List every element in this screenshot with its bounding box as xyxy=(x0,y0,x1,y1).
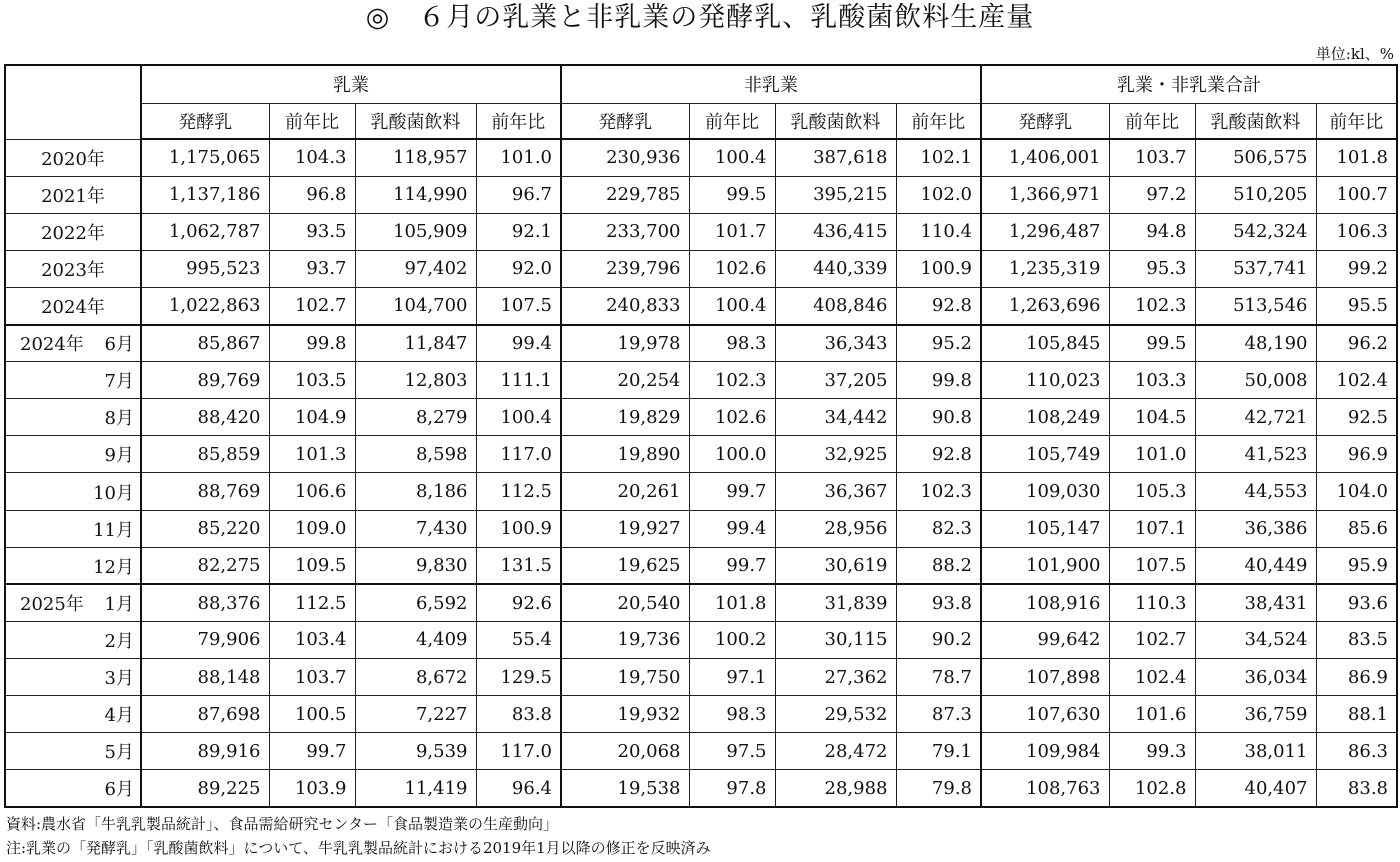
table-cell: 105,909 xyxy=(355,213,476,250)
table-cell: 85,859 xyxy=(141,436,269,473)
table-cell: 38,431 xyxy=(1195,584,1316,621)
table-cell: 86.3 xyxy=(1316,733,1397,770)
table-cell: 95.2 xyxy=(896,325,981,362)
table-cell: 436,415 xyxy=(775,213,896,250)
table-cell: 105.3 xyxy=(1109,473,1195,510)
table-row xyxy=(5,733,1397,770)
table-row xyxy=(5,399,1397,436)
col-header: 乳酸菌飲料 xyxy=(1195,103,1316,139)
table-cell: 102.4 xyxy=(1109,659,1195,696)
table-cell: 387,618 xyxy=(775,139,896,176)
table-cell: 99.5 xyxy=(1109,325,1195,362)
table-cell: 105,147 xyxy=(981,510,1109,547)
table-cell: 131.5 xyxy=(476,547,561,584)
table-cell: 109.0 xyxy=(269,510,355,547)
row-month: 7月 xyxy=(104,371,134,393)
table-cell: 102.3 xyxy=(1109,287,1195,324)
table-cell: 88,769 xyxy=(141,473,269,510)
row-label xyxy=(5,436,141,473)
table-cell: 1,137,186 xyxy=(141,176,269,213)
table-cell: 92.6 xyxy=(476,584,561,621)
table-cell: 1,366,971 xyxy=(981,176,1109,213)
table-row xyxy=(5,436,1397,473)
table-row xyxy=(5,547,1397,584)
table-row xyxy=(5,510,1397,547)
table-cell: 102.8 xyxy=(1109,770,1195,807)
table-cell: 103.9 xyxy=(269,770,355,807)
table-cell: 99.4 xyxy=(689,510,775,547)
group-header-total: 乳業・非乳業合計 xyxy=(981,65,1397,103)
table-cell: 102.3 xyxy=(896,473,981,510)
table-cell: 107,630 xyxy=(981,696,1109,733)
row-label xyxy=(5,362,141,399)
table-cell: 92.8 xyxy=(896,436,981,473)
table-cell: 104,700 xyxy=(355,287,476,324)
table-cell: 4,409 xyxy=(355,621,476,658)
table-cell: 48,190 xyxy=(1195,325,1316,362)
table-cell: 105,749 xyxy=(981,436,1109,473)
table-row xyxy=(5,584,1397,621)
table-cell: 42,721 xyxy=(1195,399,1316,436)
row-month: 9月 xyxy=(104,445,134,467)
col-header: 発酵乳 xyxy=(561,103,689,139)
table-cell: 98.3 xyxy=(689,325,775,362)
row-month: 1月 xyxy=(104,594,134,616)
table-cell: 112.5 xyxy=(269,584,355,621)
table-cell: 92.0 xyxy=(476,250,561,287)
table-cell: 36,034 xyxy=(1195,659,1316,696)
table-cell: 99.7 xyxy=(269,733,355,770)
table-cell: 102.7 xyxy=(269,287,355,324)
table-cell: 92.8 xyxy=(896,287,981,324)
table-cell: 6,592 xyxy=(355,584,476,621)
col-header: 乳酸菌飲料 xyxy=(355,103,476,139)
col-header: 前年比 xyxy=(689,103,775,139)
row-label xyxy=(5,584,141,621)
row-month: 6月 xyxy=(104,779,134,801)
table-cell: 82,275 xyxy=(141,547,269,584)
table-row xyxy=(5,213,1397,250)
table-cell: 109,984 xyxy=(981,733,1109,770)
row-label xyxy=(5,325,141,362)
table-cell: 99.7 xyxy=(689,473,775,510)
table-cell: 101.0 xyxy=(476,139,561,176)
table-row xyxy=(5,473,1397,510)
table-cell: 101.6 xyxy=(1109,696,1195,733)
table-cell: 34,524 xyxy=(1195,621,1316,658)
row-label: 2024年 xyxy=(5,287,141,324)
table-cell: 104.3 xyxy=(269,139,355,176)
table-row xyxy=(5,362,1397,399)
table-cell: 395,215 xyxy=(775,176,896,213)
table-cell: 104.9 xyxy=(269,399,355,436)
table-cell: 8,186 xyxy=(355,473,476,510)
table-cell: 19,750 xyxy=(561,659,689,696)
table-cell: 9,830 xyxy=(355,547,476,584)
table-cell: 32,925 xyxy=(775,436,896,473)
table-cell: 109.5 xyxy=(269,547,355,584)
table-cell: 20,068 xyxy=(561,733,689,770)
table-cell: 78.7 xyxy=(896,659,981,696)
group-header-dairy: 乳業 xyxy=(141,65,561,103)
table-cell: 20,254 xyxy=(561,362,689,399)
table-cell: 30,115 xyxy=(775,621,896,658)
table-cell: 87,698 xyxy=(141,696,269,733)
table-cell: 27,362 xyxy=(775,659,896,696)
table-cell: 97.1 xyxy=(689,659,775,696)
group-header-nondairy: 非乳業 xyxy=(561,65,981,103)
table-cell: 19,927 xyxy=(561,510,689,547)
table-cell: 1,406,001 xyxy=(981,139,1109,176)
table-cell: 111.1 xyxy=(476,362,561,399)
row-label xyxy=(5,547,141,584)
table-cell: 8,672 xyxy=(355,659,476,696)
table-cell: 100.2 xyxy=(689,621,775,658)
table-cell: 8,598 xyxy=(355,436,476,473)
table-cell: 12,803 xyxy=(355,362,476,399)
row-label: 2020年 xyxy=(5,139,141,176)
table-cell: 89,769 xyxy=(141,362,269,399)
table-cell: 37,205 xyxy=(775,362,896,399)
table-cell: 107.5 xyxy=(1109,547,1195,584)
table-cell: 38,011 xyxy=(1195,733,1316,770)
col-header: 前年比 xyxy=(1109,103,1195,139)
row-label xyxy=(5,473,141,510)
table-cell: 110,023 xyxy=(981,362,1109,399)
table-cell: 100.0 xyxy=(689,436,775,473)
col-header: 発酵乳 xyxy=(981,103,1109,139)
table-cell: 50,008 xyxy=(1195,362,1316,399)
table-cell: 34,442 xyxy=(775,399,896,436)
table-cell: 88.2 xyxy=(896,547,981,584)
row-label: 2021年 xyxy=(5,176,141,213)
table-cell: 19,736 xyxy=(561,621,689,658)
row-month: 12月 xyxy=(93,556,134,578)
table-cell: 20,540 xyxy=(561,584,689,621)
table-cell: 117.0 xyxy=(476,436,561,473)
table-cell: 85,867 xyxy=(141,325,269,362)
table-cell: 99.4 xyxy=(476,325,561,362)
table-cell: 102.6 xyxy=(689,250,775,287)
table-cell: 106.3 xyxy=(1316,213,1397,250)
table-body xyxy=(5,139,1397,807)
table-cell: 510,205 xyxy=(1195,176,1316,213)
table-cell: 103.7 xyxy=(1109,139,1195,176)
table-cell: 100.5 xyxy=(269,696,355,733)
table-cell: 44,553 xyxy=(1195,473,1316,510)
group-header-row xyxy=(5,65,1397,103)
table-cell: 88,148 xyxy=(141,659,269,696)
table-cell: 408,846 xyxy=(775,287,896,324)
table-row xyxy=(5,659,1397,696)
table-cell: 86.9 xyxy=(1316,659,1397,696)
table-cell: 97.8 xyxy=(689,770,775,807)
table-cell: 103.4 xyxy=(269,621,355,658)
table-cell: 107,898 xyxy=(981,659,1109,696)
row-label xyxy=(5,696,141,733)
notes xyxy=(6,812,711,860)
row-label xyxy=(5,399,141,436)
table-cell: 19,932 xyxy=(561,696,689,733)
row-month: 11月 xyxy=(93,519,134,541)
table-cell: 110.4 xyxy=(896,213,981,250)
table-cell: 95.9 xyxy=(1316,547,1397,584)
table-cell: 104.0 xyxy=(1316,473,1397,510)
table-cell: 506,575 xyxy=(1195,139,1316,176)
table-cell: 36,759 xyxy=(1195,696,1316,733)
table-cell: 1,296,487 xyxy=(981,213,1109,250)
table-cell: 87.3 xyxy=(896,696,981,733)
table-cell: 79.8 xyxy=(896,770,981,807)
table-cell: 96.4 xyxy=(476,770,561,807)
table-cell: 102.6 xyxy=(689,399,775,436)
table-cell: 20,261 xyxy=(561,473,689,510)
table-cell: 8,279 xyxy=(355,399,476,436)
table-cell: 118,957 xyxy=(355,139,476,176)
table-cell: 95.3 xyxy=(1109,250,1195,287)
row-label: 2022年 xyxy=(5,213,141,250)
table-cell: 230,936 xyxy=(561,139,689,176)
table-row xyxy=(5,696,1397,733)
table-cell: 102.4 xyxy=(1316,362,1397,399)
table-cell: 106.6 xyxy=(269,473,355,510)
col-header: 発酵乳 xyxy=(141,103,269,139)
table-cell: 100.7 xyxy=(1316,176,1397,213)
table-cell: 9,539 xyxy=(355,733,476,770)
table-cell: 100.4 xyxy=(476,399,561,436)
table-cell: 93.7 xyxy=(269,250,355,287)
table-cell: 101.0 xyxy=(1109,436,1195,473)
table-cell: 19,829 xyxy=(561,399,689,436)
table-cell: 28,988 xyxy=(775,770,896,807)
table-cell: 94.8 xyxy=(1109,213,1195,250)
table-cell: 90.8 xyxy=(896,399,981,436)
table-cell: 99.7 xyxy=(689,547,775,584)
table-row xyxy=(5,621,1397,658)
table-cell: 100.4 xyxy=(689,287,775,324)
row-label xyxy=(5,510,141,547)
table-row xyxy=(5,139,1397,176)
table-cell: 1,022,863 xyxy=(141,287,269,324)
table-cell: 440,339 xyxy=(775,250,896,287)
table-cell: 83.5 xyxy=(1316,621,1397,658)
table-cell: 55.4 xyxy=(476,621,561,658)
table-cell: 98.3 xyxy=(689,696,775,733)
table-cell: 108,916 xyxy=(981,584,1109,621)
sub-header-row xyxy=(5,103,1397,139)
table-cell: 114,990 xyxy=(355,176,476,213)
table-cell: 99.8 xyxy=(896,362,981,399)
table-cell: 19,538 xyxy=(561,770,689,807)
table-cell: 103.7 xyxy=(269,659,355,696)
table-cell: 107.1 xyxy=(1109,510,1195,547)
row-month: 6月 xyxy=(104,334,134,356)
page-title: ◎ ６月の乳業と非乳業の発酵乳、乳酸菌飲料生産量 xyxy=(365,2,1035,33)
table-cell: 28,956 xyxy=(775,510,896,547)
row-month: 3月 xyxy=(104,668,134,690)
table-cell: 93.8 xyxy=(896,584,981,621)
table-cell: 104.5 xyxy=(1109,399,1195,436)
table-cell: 40,449 xyxy=(1195,547,1316,584)
col-header: 前年比 xyxy=(476,103,561,139)
source-note: 資料:農水省「牛乳乳製品統計」、食品需給研究センター「食品製造業の生産動向」 xyxy=(6,815,558,833)
col-header: 乳酸菌飲料 xyxy=(775,103,896,139)
table-cell: 1,235,319 xyxy=(981,250,1109,287)
table-cell: 108,249 xyxy=(981,399,1109,436)
table-cell: 97,402 xyxy=(355,250,476,287)
table-cell: 537,741 xyxy=(1195,250,1316,287)
footnote: 注:乳業の「発酵乳」「乳酸菌飲料」について、牛乳乳製品統計における2019年1月以降の修正を反映済み xyxy=(6,839,711,857)
table-row xyxy=(5,176,1397,213)
table-cell: 117.0 xyxy=(476,733,561,770)
row-month: 8月 xyxy=(104,408,134,430)
row-label xyxy=(5,770,141,807)
corner-cell xyxy=(5,65,141,139)
table-cell: 103.3 xyxy=(1109,362,1195,399)
table-cell: 92.5 xyxy=(1316,399,1397,436)
table-cell: 99.3 xyxy=(1109,733,1195,770)
table-row xyxy=(5,770,1397,807)
col-header: 前年比 xyxy=(269,103,355,139)
unit-label: 単位:kl、% xyxy=(1315,45,1394,63)
table-cell: 1,175,065 xyxy=(141,139,269,176)
table-cell: 1,062,787 xyxy=(141,213,269,250)
table-cell: 88.1 xyxy=(1316,696,1397,733)
table-cell: 36,386 xyxy=(1195,510,1316,547)
table-cell: 30,619 xyxy=(775,547,896,584)
table-cell: 28,472 xyxy=(775,733,896,770)
table-cell: 93.6 xyxy=(1316,584,1397,621)
table-cell: 96.2 xyxy=(1316,325,1397,362)
table-cell: 239,796 xyxy=(561,250,689,287)
row-label xyxy=(5,733,141,770)
row-year: 2025年 xyxy=(20,594,84,616)
table-cell: 101,900 xyxy=(981,547,1109,584)
table-row xyxy=(5,325,1397,362)
table-cell: 79.1 xyxy=(896,733,981,770)
table-cell: 89,225 xyxy=(141,770,269,807)
table-cell: 19,890 xyxy=(561,436,689,473)
table-cell: 105,845 xyxy=(981,325,1109,362)
table-cell: 96.8 xyxy=(269,176,355,213)
table-cell: 93.5 xyxy=(269,213,355,250)
table-cell: 240,833 xyxy=(561,287,689,324)
table-cell: 11,847 xyxy=(355,325,476,362)
row-label: 2023年 xyxy=(5,250,141,287)
table-row xyxy=(5,287,1397,324)
table-cell: 102.7 xyxy=(1109,621,1195,658)
col-header: 前年比 xyxy=(896,103,981,139)
table-cell: 19,625 xyxy=(561,547,689,584)
table-cell: 233,700 xyxy=(561,213,689,250)
table-cell: 101.8 xyxy=(1316,139,1397,176)
table-cell: 79,906 xyxy=(141,621,269,658)
table-cell: 31,839 xyxy=(775,584,896,621)
table-cell: 103.5 xyxy=(269,362,355,399)
row-month: 5月 xyxy=(104,742,134,764)
table-cell: 100.9 xyxy=(476,510,561,547)
table-cell: 99.8 xyxy=(269,325,355,362)
table-cell: 229,785 xyxy=(561,176,689,213)
table-cell: 36,367 xyxy=(775,473,896,510)
table-cell: 40,407 xyxy=(1195,770,1316,807)
table-cell: 100.4 xyxy=(689,139,775,176)
table-cell: 100.9 xyxy=(896,250,981,287)
table-cell: 109,030 xyxy=(981,473,1109,510)
table-cell: 89,916 xyxy=(141,733,269,770)
table-cell: 99.5 xyxy=(689,176,775,213)
table-cell: 112.5 xyxy=(476,473,561,510)
table-cell: 90.2 xyxy=(896,621,981,658)
table-cell: 85,220 xyxy=(141,510,269,547)
table-cell: 29,532 xyxy=(775,696,896,733)
table-cell: 88,376 xyxy=(141,584,269,621)
row-month: 10月 xyxy=(93,482,134,504)
table-cell: 82.3 xyxy=(896,510,981,547)
table-cell: 108,763 xyxy=(981,770,1109,807)
table-cell: 99.2 xyxy=(1316,250,1397,287)
table-cell: 110.3 xyxy=(1109,584,1195,621)
table-cell: 19,978 xyxy=(561,325,689,362)
table-cell: 995,523 xyxy=(141,250,269,287)
row-month: 2月 xyxy=(104,630,134,652)
table-cell: 7,227 xyxy=(355,696,476,733)
table-cell: 99,642 xyxy=(981,621,1109,658)
table-cell: 36,343 xyxy=(775,325,896,362)
table-cell: 96.9 xyxy=(1316,436,1397,473)
table-cell: 129.5 xyxy=(476,659,561,696)
row-month: 4月 xyxy=(104,705,134,727)
table-cell: 513,546 xyxy=(1195,287,1316,324)
table-cell: 83.8 xyxy=(476,696,561,733)
table-cell: 102.1 xyxy=(896,139,981,176)
table-cell: 542,324 xyxy=(1195,213,1316,250)
table-cell: 88,420 xyxy=(141,399,269,436)
table-cell: 102.0 xyxy=(896,176,981,213)
table-cell: 7,430 xyxy=(355,510,476,547)
col-header: 前年比 xyxy=(1316,103,1397,139)
table-cell: 41,523 xyxy=(1195,436,1316,473)
table-row xyxy=(5,250,1397,287)
table-cell: 11,419 xyxy=(355,770,476,807)
table-cell: 95.5 xyxy=(1316,287,1397,324)
table-cell: 97.5 xyxy=(689,733,775,770)
table-cell: 97.2 xyxy=(1109,176,1195,213)
row-label xyxy=(5,621,141,658)
table-cell: 1,263,696 xyxy=(981,287,1109,324)
table-cell: 101.8 xyxy=(689,584,775,621)
row-year: 2024年 xyxy=(20,334,84,356)
table-cell: 96.7 xyxy=(476,176,561,213)
table-cell: 83.8 xyxy=(1316,770,1397,807)
table-cell: 107.5 xyxy=(476,287,561,324)
row-label xyxy=(5,659,141,696)
table-cell: 85.6 xyxy=(1316,510,1397,547)
table-cell: 102.3 xyxy=(689,362,775,399)
table-cell: 92.1 xyxy=(476,213,561,250)
production-table xyxy=(4,64,1398,808)
table-cell: 101.7 xyxy=(689,213,775,250)
table-cell: 101.3 xyxy=(269,436,355,473)
